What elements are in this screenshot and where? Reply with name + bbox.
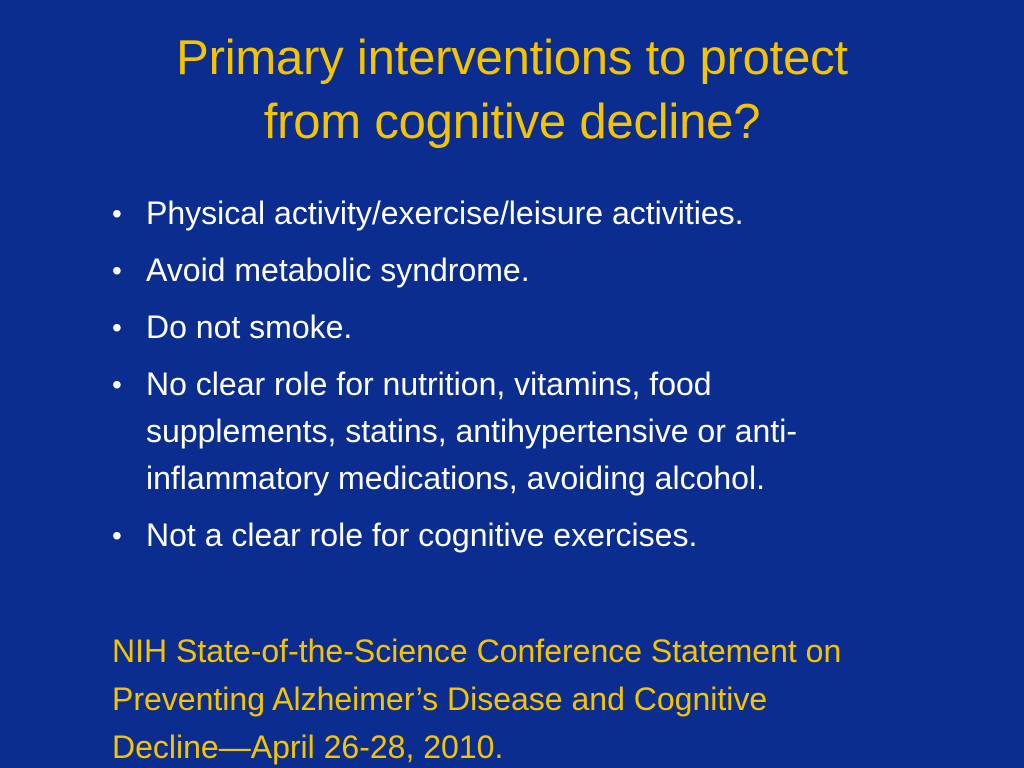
bullet-text-line-2: supplements, statins, antihypertensive or anti-	[146, 413, 797, 449]
bullet-dot-icon: •	[112, 255, 122, 286]
citation	[112, 627, 1016, 768]
bullet-list	[110, 190, 930, 569]
bullet-text: Physical activity/exercise/leisure activities.	[146, 195, 744, 231]
slide-title-line-2: from cognitive decline?	[263, 95, 761, 149]
bullet-text-line-1: No clear role for nutrition, vitamins, food	[146, 366, 712, 402]
citation-line-2: Preventing Alzheimer’s Disease and Cognitive	[112, 681, 768, 717]
bullet-text: Not a clear role for cognitive exercises.	[146, 517, 698, 553]
citation-line-3: Decline—April 26-28, 2010.	[112, 729, 504, 765]
bullet-item	[110, 512, 930, 559]
bullet-item	[110, 190, 930, 237]
bullet-text: Do not smoke.	[146, 309, 353, 345]
slide-title	[40, 26, 984, 154]
bullet-dot-icon: •	[112, 312, 122, 343]
bullet-item	[110, 304, 930, 351]
bullet-text: Avoid metabolic syndrome.	[146, 252, 530, 288]
bullet-dot-icon: •	[112, 520, 122, 551]
citation-line-1: NIH State-of-the-Science Conference Statement on	[112, 633, 842, 669]
slide-title-line-1: Primary interventions to protect	[176, 31, 848, 85]
bullet-item	[110, 247, 930, 294]
bullet-item	[110, 361, 930, 502]
bullet-dot-icon: •	[112, 369, 122, 400]
bullet-dot-icon: •	[112, 198, 122, 229]
bullet-text-line-3: inflammatory medications, avoiding alcohol.	[146, 460, 765, 496]
